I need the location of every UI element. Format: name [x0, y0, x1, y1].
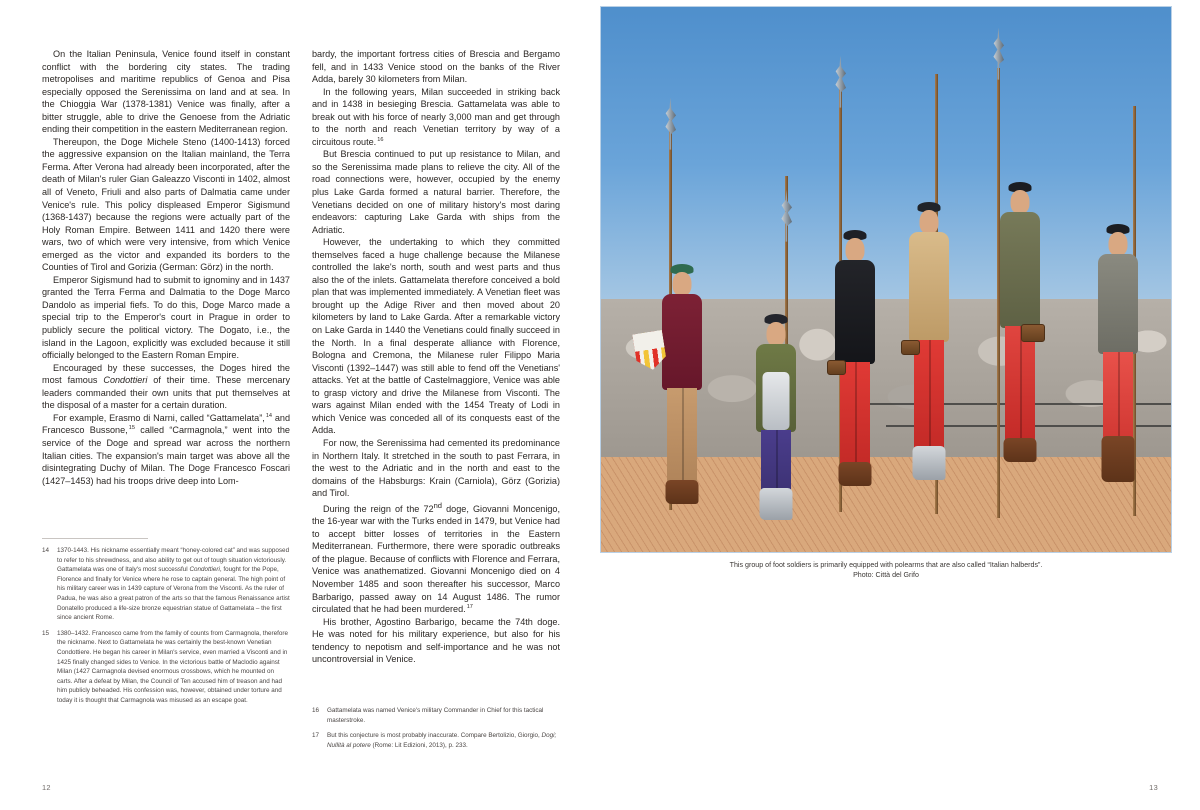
paragraph-gattamelata-breakout [312, 86, 560, 149]
footnote-text [57, 546, 290, 623]
footnote-number: 15 [42, 629, 50, 637]
paragraph-continued: bardy, the important fortress cities of Brescia and Bergamo fell, and in 1433 Venice stood on the banks of the River Adda, barely 30 kilometers from Milan. [312, 49, 560, 85]
footnote-item [42, 629, 290, 706]
paragraph: Thereupon, the Doge Michele Steno (1400-1413) forced the aggressive expansion on the Italian mainland, the Terra Ferma. After Verona had already been incorporated, after the death of Milan's ruler Gian Galeazzo Visconti in 1402, almost all of Veneto, Friuli and also parts of Dalmatia came under Venice's rule. This policy displeased Emperor Sigismund (1368-1437) because the regions were actually part of the Holy Roman Empire. Between 1411 and 1420 there were wars, two of which were very intensive, from which Venice emerged as the victor and expanded its borders to the Counties of Tirol and Gorizia (German: Görz) in the north. [42, 136, 290, 273]
footnote-number: 16 [312, 707, 320, 714]
boots [1004, 438, 1037, 462]
paragraph-text: During the reign of the 72 [323, 503, 434, 514]
paragraph-text: For example, Erasmo di Narni, called “Gattamelata”, [53, 412, 265, 423]
belt-pouch [901, 340, 920, 355]
footnote-text [57, 629, 290, 706]
paragraph-text: and Francesco Bussone, [42, 412, 291, 436]
figure-caption [601, 560, 1171, 581]
footnote-text-b: (Rome: Lit Edizioni, 2013), p. 233. [370, 741, 468, 749]
paragraph-text: doge, Giovanni Moncenigo, the 16-year war with the Turks ended in 1479, but Venice had to accept bitter losses of territories in the Eastern Mediterranean. Furthermore, there were sporadic outbreaks of the plague. Because of conflicts with Florence and Ferrara, Venice was anathematized. Giovanni Moncenigo died on 4 November 1485 and soon thereafter his successor, Marco Barbarigo, passed away on 14 August 1486. The rumor circulated that he had been murdered. [312, 503, 560, 615]
paragraph: On the Italian Peninsula, Venice found itself in constant conflict with the bordering city states. The trading metropolises and maritime republics of Genoa and Pisa especially opposed the Serenissima on land and at sea. In the Chioggia War (1378-1381) Venice was finally, after a bitter struggle, able to drive the Genoese from the Adriatic ending their competition in the eastern Mediterranean region. [42, 49, 290, 135]
tall-boots [1102, 436, 1135, 482]
footnote-text-a: But this conjecture is most probably inaccurate. Compare Bertolizio, Giorgio, [327, 732, 542, 740]
head [846, 238, 865, 262]
text-column-2 [312, 48, 560, 666]
page-number-right: 13 [1149, 783, 1158, 792]
footnote-item [42, 546, 290, 623]
soldier-figure [985, 76, 1055, 536]
footnotes-column-2 [312, 706, 560, 756]
greaves [913, 446, 946, 480]
halberd-blade [781, 190, 792, 242]
head [920, 210, 939, 234]
text-column-1 [42, 48, 290, 487]
boots [666, 480, 699, 504]
soldier-figure [895, 84, 963, 536]
footnote-text [327, 706, 560, 725]
belt-pouch [1021, 324, 1045, 342]
olive-jacket [1000, 212, 1040, 328]
soldier-figure [1083, 106, 1153, 536]
footnote-ref-16[interactable]: 16 [377, 136, 384, 143]
footnote-ref-14[interactable]: 14 [265, 412, 273, 419]
paragraph: For now, the Serenissima had cemented its predominance in Northern Italy. It stretched in the south to past Ferrara, in the west to the Adriatic and in the north and east to the domains of the Habsburgs: Krain (Carniola), Görz (Gorizia) and Tirol. [312, 437, 560, 499]
breastplate [763, 372, 790, 430]
paragraph-moncenigo [312, 500, 560, 616]
caption-credit: Photo: Città del Grifo [853, 571, 919, 580]
buff-doublet [909, 232, 949, 342]
footnote-italic: Condottieri [189, 566, 220, 574]
ordinal-suffix: nd [433, 500, 442, 510]
footnotes-column-1 [42, 538, 290, 712]
paragraph: However, the undertaking to which they committed themselves faced a huge challenge because the Milanese controlled the lake's north, south and west parts and thus also the of the inlets. Gattamelata therefore conceived a bold plan that was implemented immediately. A Venetian fleet was brought up the Adige River and then moved about 20 kilometers by land to Lake Garda. After a remarkable victory on Lake Garda in 1440 the Venetians could finally succeed in the North. In a final desperate alliance with Florence, Bologna and Cremona, the Milanese ruler Filippo Maria Visconti (1392–1447) was still able to fend off the Venetians' attacks. Yet at the battle of Castelmaggiore, Venice was able to grasp victory and drive the Milanese from Visconti. The wars against Milan ended with the 1454 Treaty of Lodi in which Venice was conceded all of its conquests east of the Adda. [312, 237, 560, 436]
footnote-text-a: 1370-1443. His nickname essentially meant “honey-colored cat” and was supposed to refer to his shrewdness, and also ability to get out of tough situation victoriously. Gattamelata was one of Italy's most successful [57, 547, 290, 574]
doublet [662, 294, 702, 390]
footnote-separator-rule [42, 538, 148, 539]
paragraph: His brother, Agostino Barbarigo, became the 74th doge. He was noted for his military experience, but also for his tendency to nepotism and self-importance and he was not uncontroversial in Venice. [312, 616, 560, 665]
footnote-number: 17 [312, 732, 320, 740]
figure [601, 7, 1171, 581]
boots [839, 462, 872, 486]
paragraph-text: In the following years, Milan succeeded in striking back and in 1438 in besieging Brescia. Gattamelata was able to break out with his force of nearly 3,000 man and get through to the north and reach Venetian territory by way of a circuitous route. [312, 86, 560, 147]
footnote-text-a: 1380–1432. Francesco came from the family of counts from Carmagnola, therefore the nickname. Next to Gattamelata he was certainly the best-known Venetian Condottiere. He began his career in Milan's service, even married a Visconti and in 1425 finally changed sides to Venice. In the victorious battle of Maclodio against Milan (1427 Carmagnola devised enormous crossbows, which he mounted on carts. After a defeat by Milan, the Council of Ten accused him of treason and had him publicly beheaded. His confession was, however, obtained under torture and today it is thought that Carmagnola was misused as an escape goat. [57, 629, 288, 704]
footnote-ref-17[interactable]: 17 [466, 604, 473, 611]
footnote-item [312, 706, 560, 725]
head [673, 272, 692, 296]
right-page [600, 0, 1200, 810]
photograph-foot-soldiers [601, 7, 1171, 552]
italic-term: Condottieri [103, 375, 148, 386]
paragraph-text: of their time. These mercenary leaders commanded their own units that put themselves at the disposal of a master for a certain duration. [42, 375, 290, 411]
halberd-blade [665, 98, 676, 150]
paragraph-condottieri [42, 362, 290, 412]
red-hose [840, 362, 870, 466]
red-hose [914, 340, 944, 450]
paragraph-text: called “Carmagnola,” went into the service of the Doge and spread war across the northern Italian cities. The expansion's main target was above all the disintegrating Duchy of Milan. The Doge Francesco Foscari (1427–1453) had his troops drive deep into Lom- [42, 425, 290, 486]
paragraph: But Brescia continued to put up resistance to Milan, and so the Serenissima made plans to relieve the city. All of the road connections were, however, occupied by the enemy plus Lake Garda formed a natural barrier. Therefore, the Venetians decided on one of military history's most daring endeavors: capturing Lake Garda with ships from the Adriatic. [312, 149, 560, 235]
soldier-figure [743, 136, 809, 536]
soldier-figure [647, 106, 717, 536]
head [1109, 232, 1128, 256]
grey-doublet [1098, 254, 1138, 354]
paragraph: Emperor Sigismund had to submit to ignominy and in 1437 granted the Terra Ferma and Dalmatia to the Doge Marco Dandolo as imperial fiefs. To do this, Doge Marco made a special trip to the Emperor's court in Prague in order to publicly secure the political victory. The Dogato, i.e., the island in the Lagoon, explicitly was excluded because it still officially belonged to the Eastern Roman Empire. [42, 274, 290, 361]
hose [667, 388, 697, 484]
footnote-item [312, 731, 560, 750]
red-hose [1103, 352, 1133, 448]
footnote-number: 14 [42, 547, 50, 554]
page-number-left: 12 [42, 783, 51, 792]
jacket [835, 260, 875, 364]
footnote-text-a: Gattamelata was named Venice's military Commander in Chief for this tactical masterstroke. [327, 707, 544, 724]
head [767, 322, 786, 346]
footnote-ref-15[interactable]: 15 [128, 425, 135, 432]
paragraph-text: Encouraged by these successes, the Doges hired the most famous [42, 362, 290, 386]
red-hose [1005, 326, 1035, 442]
head [1011, 190, 1030, 214]
footnote-text-b: , fought for the Pope, Florence and finally for Venice where he rose to captain general. The high point of his military career was in 1439 capture of Verona from the Visconti. As the ruler of Padua, he was also a great patron of the arts so that the famous Renaissance artist Donatello produced a life-size bronze equestrian statue of Gattamelata – the first since ancient Rome. [57, 566, 290, 622]
footnote-italic: Dogi; Nullità al potere [327, 732, 557, 749]
soldier-figure [823, 86, 887, 536]
footnote-text [327, 731, 560, 750]
paragraph-condottieri-examples [42, 412, 290, 487]
caption-line-1: This group of foot soldiers is primarily equipped with polearms that are also called “Italian halberds”. [729, 561, 1043, 569]
belt-pouch [827, 360, 846, 375]
greaves [760, 488, 793, 520]
